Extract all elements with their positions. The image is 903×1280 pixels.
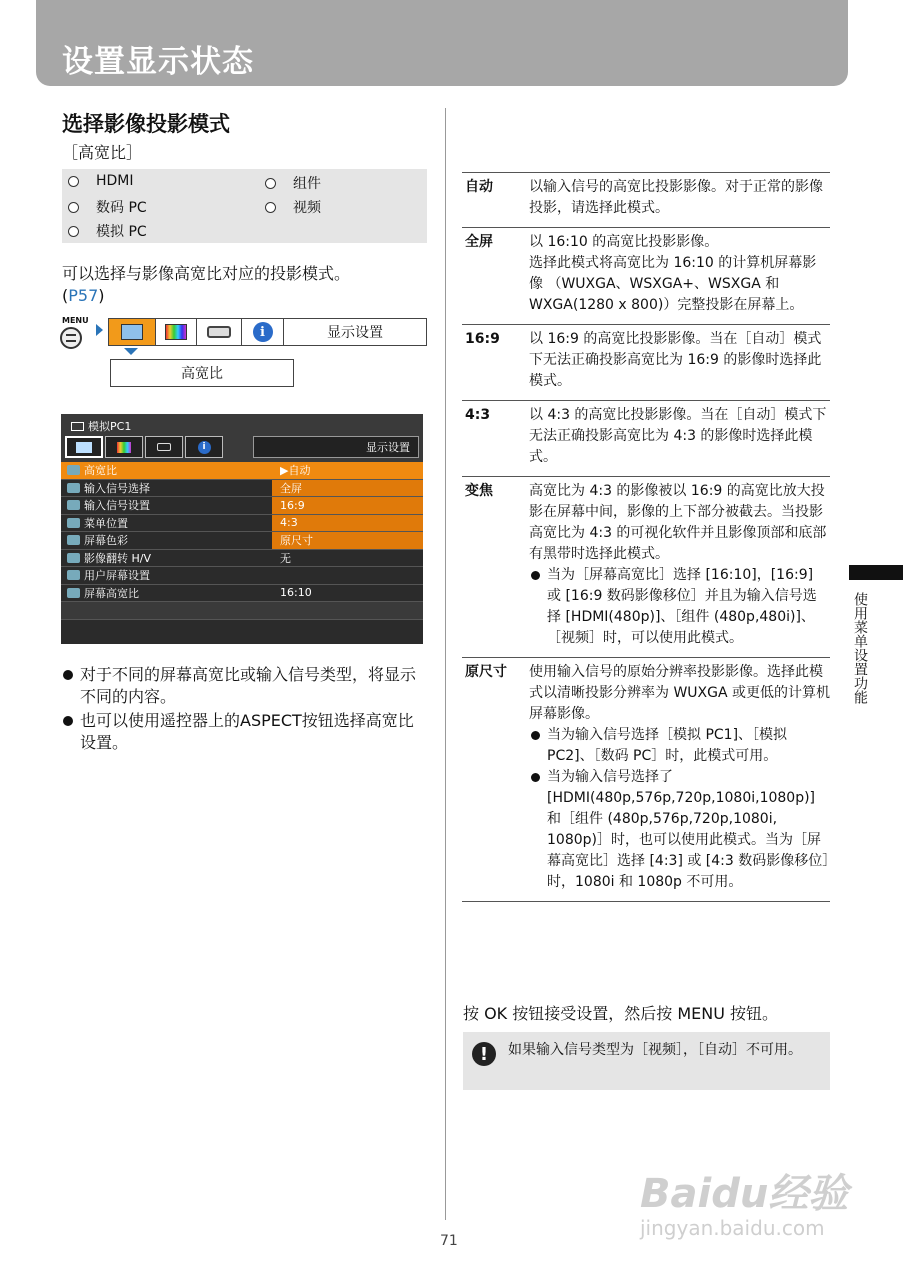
tab-image [156,319,197,345]
input-item-hdmi: HDMI [68,173,134,189]
circle-icon [265,202,276,213]
watermark-logo: Baidu经验 [640,1171,849,1217]
page-number: 71 [440,1233,458,1249]
column-divider [445,108,446,1220]
side-tab-label: 使用菜单设置功能 [852,592,868,704]
mode-row-zoom: 变焦 高宽比为 4:3 的影像被以 16:9 的高宽比放大投影在屏幕中间，影像的上下部分被截去。当投影高宽比为 4:3 的可视化软件并且影像顶部和底部有黑带时选择此模式。 当为［屏幕高宽比］选择 [16:10]，[16:9] 或 [16:9 数码影像移位］并且为输入信号选择 [HDMI(480p)]、［组件 (480p,480i)]、［视频］时，可以使用此模式。 [462,476,830,657]
color-bars-icon [117,442,131,453]
color-bars-icon [165,324,187,340]
osd-tab-image [105,436,143,458]
monitor-icon [71,422,84,431]
screen-icon [76,442,92,453]
mode-row-4-3: 4:3 以 4:3 的高宽比投影影像。当在［自动］模式下无法正确投影高宽比为 4:3 的影像时选择此模式。 [462,400,830,476]
circle-icon [68,226,79,237]
osd-row: 屏幕高宽比 16:10 [61,585,423,603]
osd-screenshot [61,414,423,644]
bullet-item: 对于不同的屏幕高宽比或输入信号类型，将显示不同的内容。 [62,664,422,708]
input-item-analog-pc: 模拟 PC [68,221,147,241]
flip-icon [67,553,80,563]
input-item-video: 视频 [265,197,321,217]
osd-row: 影像翻转 H/V 无 [61,550,423,568]
osd-row: 高宽比 ▶自动 [61,462,423,480]
side-tab-marker [849,565,903,580]
screen-color-icon [67,535,80,545]
input-item-component: 组件 [265,173,321,193]
mode-row-auto: 自动 以输入信号的高宽比投影影像。对于正常的影像投影，请选择此模式。 [462,172,830,227]
final-step: 按 OK 按钮接受设置，然后按 MENU 按钮。 [463,1004,779,1023]
projector-icon [207,326,231,338]
mode-table [462,172,830,902]
osd-tab-display [65,436,103,458]
osd-row: 输入信号选择 全屏 [61,480,423,498]
note-box [463,1032,830,1090]
menu-position-icon [67,518,80,528]
osd-row: 屏幕色彩 原尺寸 [61,532,423,550]
circle-icon [265,178,276,189]
page-link[interactable]: P57 [68,286,99,305]
input-icon [67,483,80,493]
info-icon: i [198,441,211,454]
screen-icon [121,324,143,340]
osd-source: 模拟PC1 [71,418,131,434]
menu-item-box: 高宽比 [110,359,294,387]
description: 可以选择与影像高宽比对应的投影模式。 (P57) [62,264,351,305]
signal-icon [67,500,80,510]
osd-row: 菜单位置 4:3 [61,515,423,533]
osd-row: 用户屏幕设置 [61,567,423,585]
tab-display [109,319,156,345]
osd-tab-info [185,436,223,458]
watermark-url: jingyan.baidu.com [640,1216,825,1240]
page-title: 设置显示状态 [62,44,254,80]
mode-row-16-9: 16:9 以 16:9 的高宽比投影影像。当在［自动］模式下无法正确投影高宽比为 16:9 的影像时选择此模式。 [462,324,830,400]
osd-row: 输入信号设置 16:9 [61,497,423,515]
watermark [640,1148,860,1248]
tab-install [197,319,242,345]
osd-category: 显示设置 [253,436,419,458]
mode-row-full: 全屏 以 16:10 的高宽比投影影像。 选择此模式将高宽比为 16:10 的计算机屏幕影像 （WUXGA、WSXGA+、WSXGA 和 WXGA(1280 x 800)）完整投影在屏幕上。 [462,227,830,324]
warning-icon: ! [472,1042,496,1066]
osd-footer [61,619,423,644]
osd-tab-install [145,436,183,458]
arrow-down-icon [124,348,138,355]
osd-rows [61,462,423,602]
section-subtitle: ［高宽比］ [62,143,143,162]
note-text: 如果输入信号类型为［视频］，［自动］不可用。 [508,1042,802,1058]
user-screen-icon [67,570,80,580]
aspect-icon [67,465,80,475]
section-title: 选择影像投影模式 [62,112,230,136]
projector-icon [157,443,171,451]
arrow-right-icon [96,324,103,336]
tab-label: 显示设置 [327,325,383,341]
input-item-digital-pc: 数码 PC [68,197,147,217]
menu-button-icon: MENU [60,316,90,348]
info-icon: i [253,322,273,342]
bullet-list [62,664,422,756]
circle-icon [68,176,79,187]
circle-icon [68,202,79,213]
screen-aspect-icon [67,588,80,598]
tab-info [242,319,284,345]
input-signal-box [62,169,427,243]
menu-tab-bar [108,318,427,346]
bullet-item: 也可以使用遥控器上的ASPECT按钮选择高宽比设置。 [62,710,422,754]
mode-row-true: 原尺寸 使用输入信号的原始分辨率投影影像。选择此模式以清晰投影分辨率为 WUXGA 或更低的计算机屏幕影像。 当为输入信号选择［模拟 PC1]、［模拟 PC2]、［数码 PC］时，此模式可用。 当为输入信号选择了 [HDMI(480p,576p,720p,1080i,1080p)] 和［组件 (480p,576p,720p,1080i, 1080p)］时，也可以使用此模式。当为［屏幕高宽比］选择 [4:3] 或 [4:3 数码影像移位］时，1080i 和 1080p 不可用。 [462,657,830,902]
